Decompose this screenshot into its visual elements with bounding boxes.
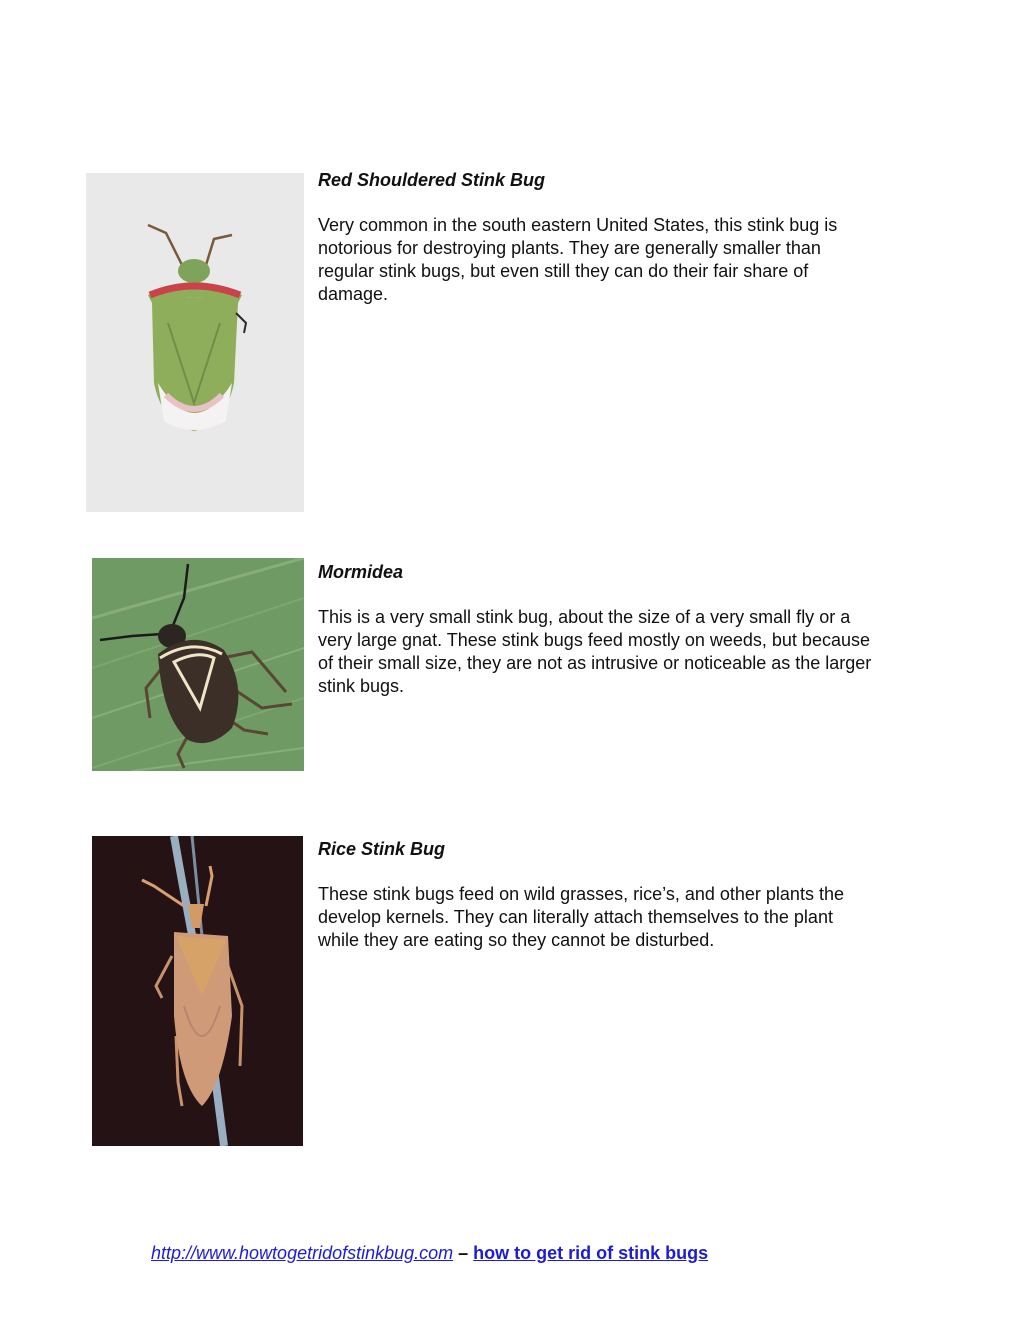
footer-separator: – <box>453 1243 474 1263</box>
entry-rice-stink-bug <box>318 838 878 952</box>
footer-url-link[interactable]: http://www.howtogetridofstinkbug.com <box>151 1243 454 1263</box>
rice-stink-bug-photo <box>92 836 303 1146</box>
red-shouldered-stink-bug-photo <box>86 173 304 512</box>
entry-body: This is a very small stink bug, about the size of a very small fly or a very large gnat. These stink bugs feed mostly on weeds, but because of their small size, they are not as intrusive or noticeable as the larger stink bugs. <box>318 607 872 696</box>
entry-title: Rice Stink Bug <box>318 839 446 859</box>
entry-body: Very common in the south eastern United States, this stink bug is notorious for destroying plants. They are generally smaller than regular stink bugs, but even still they can do their fair share of damage. <box>318 215 838 304</box>
entry-title: Red Shouldered Stink Bug <box>318 170 546 190</box>
red-shouldered-stink-bug-illustration <box>86 173 304 512</box>
mormidea-illustration <box>92 558 304 771</box>
entry-red-shouldered <box>318 169 878 306</box>
mormidea-photo <box>92 558 304 771</box>
footer-anchor-link[interactable]: how to get rid of stink bugs <box>473 1243 709 1263</box>
entry-body: These stink bugs feed on wild grasses, rice’s, and other plants the develop kernels. They can literally attach themselves to the plant while they are eating so they cannot be disturbed. <box>318 884 844 950</box>
entry-title: Mormidea <box>318 562 404 582</box>
rice-stink-bug-illustration <box>92 836 303 1146</box>
entry-mormidea <box>318 561 878 698</box>
footer <box>151 1242 708 1264</box>
